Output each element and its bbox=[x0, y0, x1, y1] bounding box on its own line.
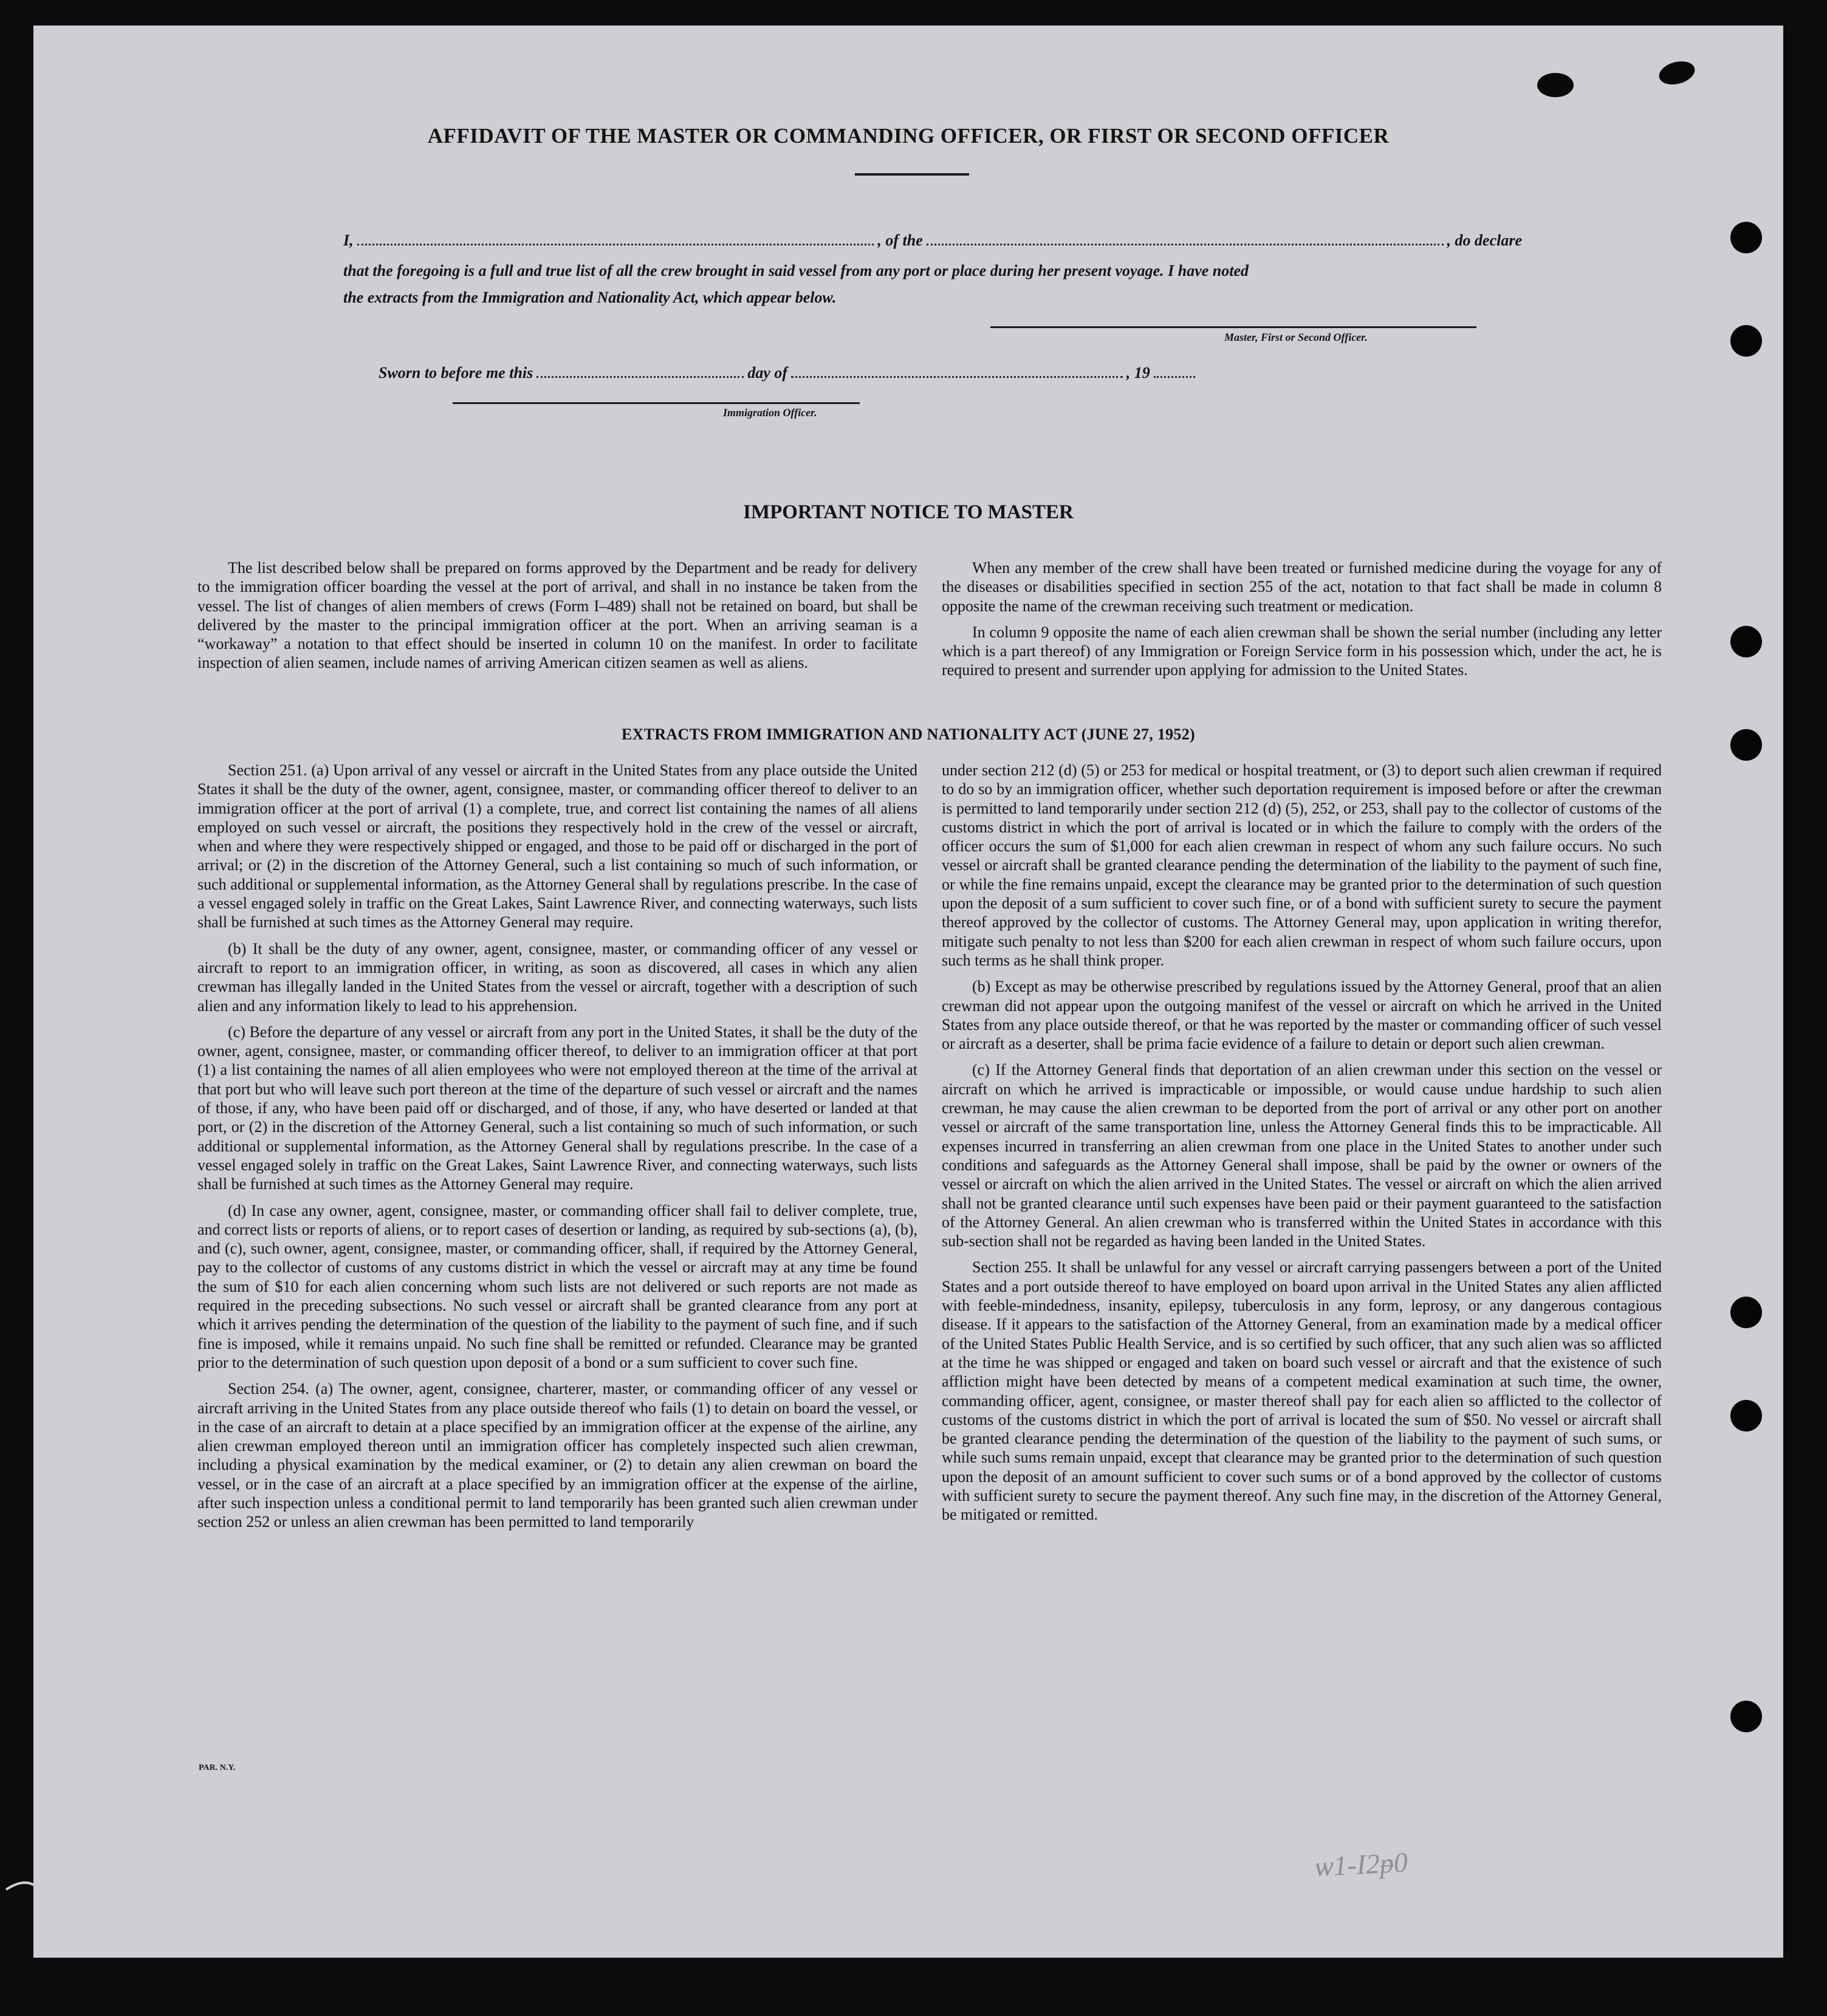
notice-right-paragraph-2: In column 9 opposite the name of each alien crewman shall be shown the serial number (including any letter which is a part thereof) of any Immigration or Foreign Service form in his possession which, under the act, he is required to present and surrender upon applying for admission to the United States. bbox=[942, 623, 1662, 679]
sworn-year-blank[interactable] bbox=[1154, 363, 1195, 378]
day-of-label: day of bbox=[747, 364, 788, 382]
extracts-title: EXTRACTS FROM IMMIGRATION AND NATIONALITY ACT (JUNE 27, 1952) bbox=[621, 725, 1195, 743]
officer-signature-line[interactable] bbox=[453, 402, 860, 404]
notice-left-paragraph: The list described below shall be prepared on forms approved by the Department and be ready for delivery to the immigration officer boarding the vessel at the port of arrival, and shall in no instance be taken from the vessel. The list of changes of alien members of crews (Form I–489) shall not be retained on board, but shall be delivered by the master to the principal immigration officer at the port. When an arriving seaman is a “workaway” a notation to that effect should be inserted in column 10 on the manifest. In order to facilitate inspection of alien seamen, include names of arriving American citizen seamen as well as aliens. bbox=[197, 559, 917, 672]
i-label: I, bbox=[343, 231, 354, 249]
sworn-label: Sworn to before me this bbox=[379, 364, 533, 382]
sworn-day-blank[interactable] bbox=[536, 363, 744, 378]
binder-hole-icon bbox=[1730, 325, 1762, 357]
sworn-line bbox=[379, 363, 1199, 382]
notice-title: IMPORTANT NOTICE TO MASTER bbox=[743, 501, 1074, 523]
affidavit-declaration-line bbox=[343, 230, 1522, 250]
of-the-label: , of the bbox=[877, 231, 923, 249]
notice-right-paragraph-1: When any member of the crew shall have been treated or furnished medicine during the voyage for any of the diseases or disabilities specified in section 255 of the act, notation to that fact shall be made in column 8 opposite the name of the crewman receiving such treatment or medication. bbox=[942, 559, 1662, 615]
affidavit-title: AFFIDAVIT OF THE MASTER OR COMMANDING OFFICER, OR FIRST OR SECOND OFFICER bbox=[427, 124, 1390, 148]
section-254-b: (b) Except as may be otherwise prescribed by regulations issued by the Attorney General, proof that an alien crewman did not appear upon the outgoing manifest of the vessel or aircraft on which he arrived in the United States from any place outside thereof, or that he was reported by the master or commanding officer of such vessel or aircraft as a deserter, shall be prima facie evidence of a failure to detain or deport such alien crewman. bbox=[942, 978, 1662, 1053]
officer-caption: Immigration Officer. bbox=[723, 406, 817, 419]
extracts-right-column bbox=[942, 761, 1662, 1532]
section-251-c: (c) Before the departure of any vessel or aircraft from any port in the United States, it shall be the duty of the owner, agent, consignee, master, or commanding officer thereof, to deliver to an immigration officer at that port (1) a list containing the names of all alien employees who were not employed thereon at the time of the arrival at that port but who will leave such port thereon at the time of the departure of such vessel or aircraft and the names of those, if any, who have been paid off or discharged, and of those, if any, who have deserted or landed at that port, or (2) in the discretion of the Attorney General, such a list containing so much of such information, or such additional or supplemental information, as the Attorney General shall by regulations prescribe. In the case of a vessel engaged solely in traffic on the Great Lakes, Saint Lawrence River, and connecting waterways, such lists shall be furnished at such times as the Attorney General may require. bbox=[197, 1023, 917, 1193]
title-underline bbox=[855, 173, 969, 176]
ink-blot-icon bbox=[1656, 58, 1697, 88]
binder-hole-icon bbox=[1730, 1701, 1762, 1732]
section-251-b: (b) It shall be the duty of any owner, agent, consignee, master, or commanding officer of any vessel or aircraft to report to an immigration officer, in writing, as soon as discovered, all cases in which any alien crewman has illegally landed in the United States from the vessel or aircraft, together with a description of such alien and any information likely to lead to his apprehension. bbox=[197, 939, 917, 1015]
binder-hole-icon bbox=[1730, 222, 1762, 253]
extracts-left-column bbox=[197, 761, 917, 1539]
notice-left-column bbox=[197, 558, 917, 680]
section-255: Section 255. It shall be unlawful for any vessel or aircraft carrying passengers between a port of the United States and a port outside thereof to have employed on board upon arrival in the United States any alien afflicted with feeble-mindedness, insanity, epilepsy, tuberculosis in any form, leprosy, or any dangerous contagious disease. If it appears to the satisfaction of the Attorney General, from an examination made by a medical officer of the United States Public Health Service, and is so certified by such officer, that any such alien was so afflicted at the time he was shipped or engaged and taken on board such vessel or aircraft and that the existence of such affliction might have been detected by means of a competent medical examination at such time, the owner, commanding officer, agent, consignee, or master thereof shall pay for each alien so afflicted to the collector of customs of the customs district in which the port of arrival is located the sum of $50. No vessel or aircraft shall be granted clearance pending the determination of the question of the liability to the payment of such sums, or while such sums remain unpaid, except that clearance may be granted prior to the determination of such question upon the deposit of an amount sufficient to cover such sums or of a bond approved by the collector of customs with sufficient surety to secure the payment thereof. Any such fine may, in the discretion of the Attorney General, be mitigated or remitted. bbox=[942, 1258, 1662, 1524]
section-254-c: (c) If the Attorney General finds that deportation of an alien crewman under this section on the vessel or aircraft on which he arrived is impracticable or impossible, or would cause undue hardship to such alien crewman, he may cause the alien crewman to be deported from the port of arrival or any other port on another vessel or aircraft of the same transportation line, unless the Attorney General finds this to be impracticable. All expenses incurred in transferring an alien crewman from one place in the United States to another under such conditions and safeguards as the Attorney General shall impose, shall be paid by the owner or owners of the vessel or aircraft on which the alien arrived in the United States. The vessel or aircraft on which the alien arrived shall not be granted clearance until such expenses have been paid or their payment guaranteed to the satisfaction of the Attorney General. An alien crewman who is transferred within the United States in accordance with this sub-section shall not be regarded as having been landed in the United States. bbox=[942, 1061, 1662, 1250]
section-254-a-continued: under section 212 (d) (5) or 253 for medical or hospital treatment, or (3) to deport such alien crewman if required to do so by an immigration officer, whether such deportation requirement is imposed before or after the crewman is permitted to land temporarily under section 212 (d) (5), 252, or 253, shall pay to the collector of customs of the customs district in which the port of arrival is located or in which the failure to comply with the orders of the officer occurs the sum of $1,000 for each alien crewman in respect of whom any such failure occurs. No such vessel or aircraft shall be granted clearance pending the determination of the liability to the payment of such fine, or while the fine remains unpaid, except the clearance may be granted prior to the determination of such question upon the deposit of a sum sufficient to cover such fine, or of a bond with sufficient surety to secure the payment thereof approved by the collector of customs. The Attorney General may, upon application in writing therefor, mitigate such penalty to not less than $200 for each alien crewman in respect of whom such failure occurs, upon such terms as he shall think proper. bbox=[942, 761, 1662, 969]
margin-scribble-icon bbox=[0, 1871, 91, 1896]
section-251-a: Section 251. (a) Upon arrival of any vessel or aircraft in the United States from any place outside the United States it shall be the duty of the owner, agent, consignee, master, or commanding officer thereof to deliver to an immigration officer at the port of arrival (1) a complete, true, and correct list containing the names of all aliens employed on such vessel or aircraft, the positions they respectively hold in the crew of the vessel or aircraft, when and where they were respectively shipped or engaged, and those to be paid off or discharged in the port of arrival; or (2) in the discretion of the Attorney General, such a list containing so much of such information, or such additional or supplemental information, as the Attorney General shall by regulations prescribe. In the case of a vessel engaged solely in traffic on the Great Lakes, Saint Lawrence River, and connecting waterways, such lists shall be furnished at such times as the Attorney General may require. bbox=[197, 761, 917, 931]
handwritten-note: ѡ1-I2ᵽ0 bbox=[1314, 1846, 1409, 1882]
master-caption: Master, First or Second Officer. bbox=[1224, 331, 1368, 343]
declare-label: , do declare bbox=[1447, 231, 1523, 249]
binder-hole-icon bbox=[1730, 626, 1762, 657]
master-signature-line[interactable] bbox=[990, 326, 1476, 328]
section-251-d: (d) In case any owner, agent, consignee, master, or commanding officer shall fail to deliver complete, true, and correct lists or reports of aliens, or to report cases of desertion or landing, as required by sub-sections (a), (b), and (c), such owner, agent, consignee, master, or commanding officer, shall, if required by the Attorney General, pay to the collector of customs of any customs district in which the vessel or aircraft may at any time be found the sum of $10 for each alien concerning whom such lists are not delivered or such reports are not made as required in the preceding subsections. No such vessel or aircraft shall be granted clearance from any port at which it arrives pending the determination of the question of the liability to the payment of such fine, and if such fine is imposed, while it remains unpaid. No such fine shall be remitted or refunded. Clearance may be granted prior to the determination of such question upon deposit of a bond or a sum sufficient to cover such fine. bbox=[197, 1201, 917, 1371]
vessel-blank[interactable] bbox=[927, 230, 1444, 245]
affidavit-statement-line-2: the extracts from the Immigration and Nationality Act, which appear below. bbox=[343, 289, 837, 306]
printer-mark: PAR. N.Y. bbox=[199, 1763, 236, 1772]
year-label: , 19 bbox=[1126, 364, 1150, 382]
binder-hole-icon bbox=[1730, 729, 1762, 761]
sworn-month-blank[interactable] bbox=[791, 363, 1123, 378]
document-page bbox=[33, 26, 1783, 1958]
affidavit-statement-line-1: that the foregoing is a full and true list of all the crew brought in said vessel from any port or place during her present voyage. I have noted bbox=[343, 262, 1249, 279]
binder-hole-icon bbox=[1730, 1400, 1762, 1431]
section-254-a: Section 254. (a) The owner, agent, consignee, charterer, master, or commanding officer of any vessel or aircraft arriving in the United States from any place outside thereof who fails (1) to detain on board the vessel, or in the case of an aircraft to detain at a place specified by an immigration officer at the expense of the airline, any alien crewman employed thereon until an immigration officer has completely inspected such alien crewman, including a physical examination by the medical examiner, or (2) to detain any alien crewman on board the vessel, or in the case of an aircraft at a place specified by an immigration officer at the expense of the airline, after such inspection unless a conditional permit to land temporarily has been granted such alien crewman under section 252 or unless an alien crewman has been permitted to land temporarily bbox=[197, 1380, 917, 1531]
binder-hole-icon bbox=[1730, 1297, 1762, 1328]
notice-right-column bbox=[942, 558, 1662, 687]
name-blank[interactable] bbox=[357, 230, 874, 245]
ink-blot-icon bbox=[1537, 73, 1574, 97]
affidavit-statement bbox=[343, 258, 1522, 311]
